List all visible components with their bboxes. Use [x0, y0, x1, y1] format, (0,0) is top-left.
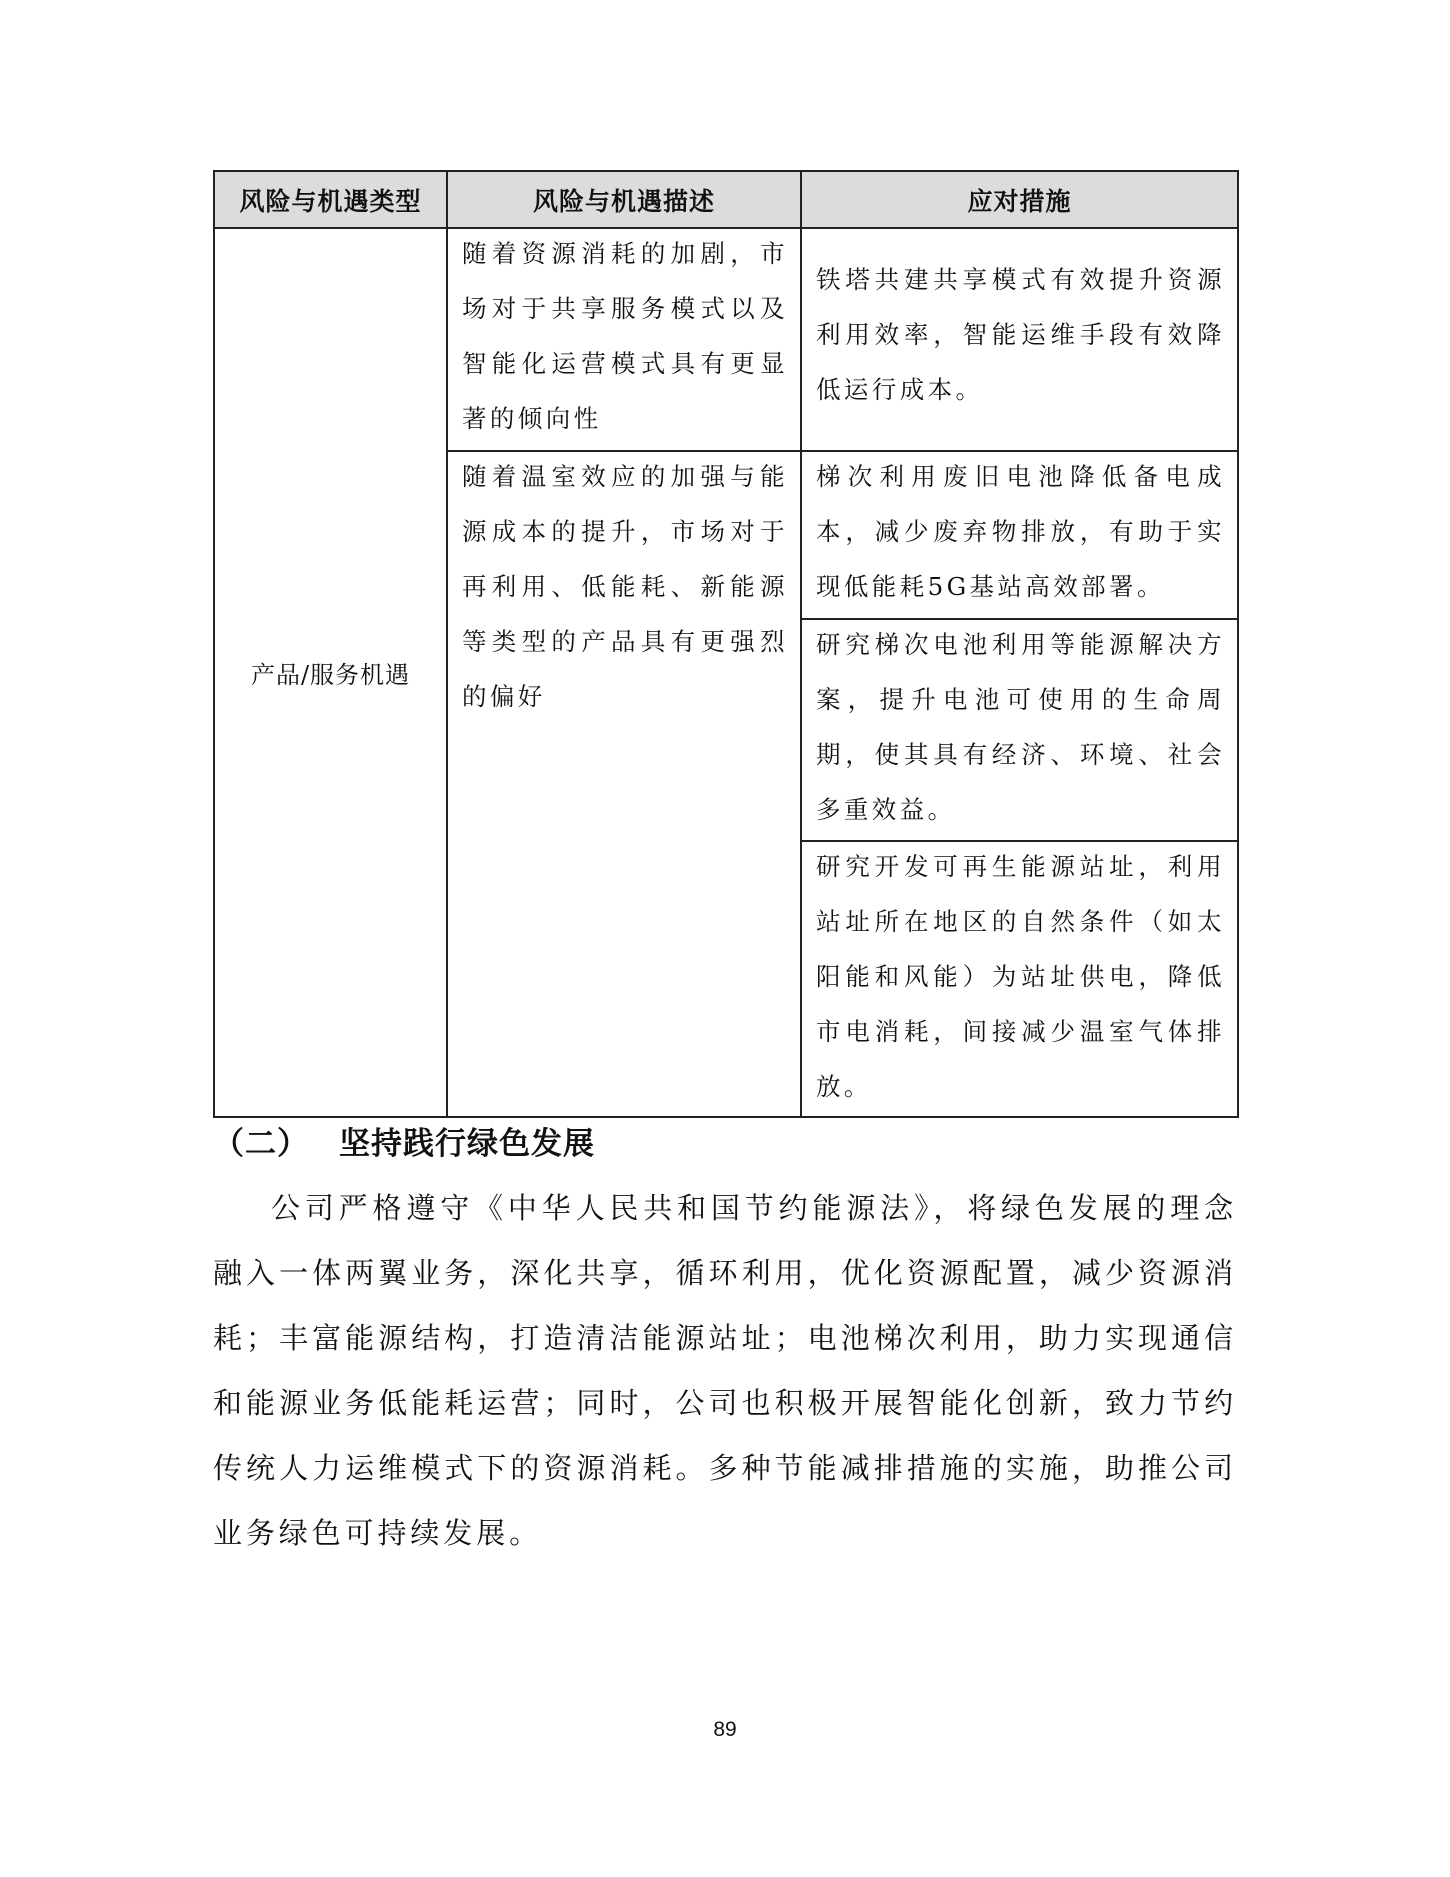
- description-text: 随着资源消耗的加剧，市场对于共享服务模式以及智能化运营模式具有更显著的倾向性: [462, 239, 788, 433]
- measure-text: 铁塔共建共享模式有效提升资源利用效率，智能运维手段有效降低运行成本。: [816, 265, 1225, 404]
- measure-cell: [801, 841, 1238, 1117]
- section-heading: [213, 1118, 595, 1163]
- type-cell: 产品/服务机遇: [214, 228, 447, 1117]
- measure-cell: [801, 228, 1238, 451]
- measure-text: 研究开发可再生能源站址，利用站址所在地区的自然条件（如太阳能和风能）为站址供电，降低市电消耗，间接减少温室气体排放。: [816, 852, 1225, 1101]
- measure-text: 梯次利用废旧电池降低备电成本，减少废弃物排放，有助于实现低能耗5G基站高效部署。: [816, 462, 1225, 601]
- measure-cell: [801, 619, 1238, 841]
- table-row: [214, 228, 1238, 451]
- header-measures: 应对措施: [801, 171, 1238, 228]
- section-number: （二）: [213, 1126, 309, 1162]
- measure-cell: [801, 451, 1238, 619]
- description-cell: [447, 228, 801, 451]
- table-header-row: [214, 171, 1238, 228]
- header-description: 风险与机遇描述: [447, 171, 801, 228]
- description-text: 随着温室效应的加强与能源成本的提升，市场对于再利用、低能耗、新能源等类型的产品具有更强烈的偏好: [462, 462, 788, 711]
- header-type: 风险与机遇类型: [214, 171, 447, 228]
- page-number: 89: [713, 1718, 737, 1741]
- description-cell: [447, 451, 801, 1117]
- body-paragraph: 公司严格遵守《中华人民共和国节约能源法》，将绿色发展的理念融入一体两翼业务，深化共享，循环利用，优化资源配置，减少资源消耗；丰富能源结构，打造清洁能源站址；电池梯次利用，助力实现通信和能源业务低能耗运营；同时，公司也积极开展智能化创新，致力节约传统人力运维模式下的资源消耗。多种节能减排措施的实施，助推公司业务绿色可持续发展。: [213, 1191, 1237, 1550]
- risk-opportunity-table: [213, 170, 1239, 1118]
- measure-text: 研究梯次电池利用等能源解决方案，提升电池可使用的生命周期，使其具有经济、环境、社会多重效益。: [816, 630, 1225, 824]
- section-title: 坚持践行绿色发展: [339, 1126, 595, 1162]
